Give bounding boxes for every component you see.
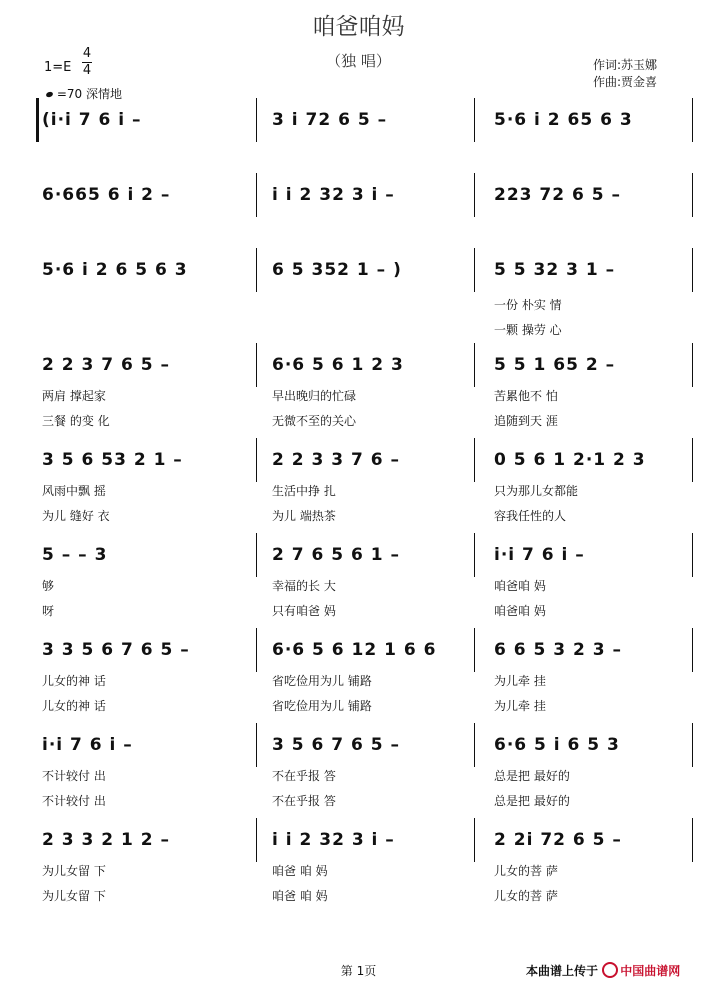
measure-group: 2 3 3 2 1 2 – [42,830,170,850]
measure-group: 6·6 5 6 12 1 6 6 [272,640,437,660]
lyric-verse-2: 三餐 的变 化 [42,414,110,428]
barline [474,98,475,142]
lyric-verse-1: 儿女的菩 萨 [494,864,558,878]
lyric-verse-2: 总是把 最好的 [494,794,570,808]
lyric-verse-2: 为儿女留 下 [42,889,106,903]
key-signature: 1=E [44,60,72,75]
tempo-text: =70 深情地 [56,87,122,101]
lyric-verse-2: 无微不至的关心 [272,414,357,428]
page-number: 第 1页 [340,964,377,978]
notation-line [0,545,717,567]
barline [256,628,257,672]
lyric-verse-2: 不在乎报 答 [272,794,336,808]
composer-credit: 作曲:贾金喜 [593,75,658,89]
lyric-verse-2: 咱爸咱 妈 [494,604,546,618]
subtitle: （独 唱） [326,52,391,70]
barline [692,818,693,862]
lyric-verse-2: 一颗 操劳 心 [494,323,562,337]
barline [256,533,257,577]
notation-line [0,185,717,207]
barline [256,343,257,387]
lyric-verse-1: 为儿牵 挂 [494,674,546,688]
barline [692,628,693,672]
measure-group: i i 2 32 3 i – [272,185,395,205]
lyric-verse-2: 儿女的菩 萨 [494,889,558,903]
barline [692,173,693,217]
lyric-verse-1: 苦累他不 怕 [494,389,558,403]
site-name: 中国曲谱网 [620,964,681,978]
barline [256,438,257,482]
lyric-verse-1: 幸福的长 大 [272,579,336,593]
lyric-verse-2: 容我任性的人 [494,509,567,523]
lyric-verse-2: 不计较付 出 [42,794,106,808]
barline [256,818,257,862]
measure-group: 3 3 5 6 7 6 5 – [42,640,190,660]
upload-notice [526,962,680,979]
lyric-verse-1: 总是把 最好的 [494,769,570,783]
measure-group: 6 5 352 1 – ) [272,260,402,280]
barline [256,98,257,142]
quarter-note-icon [45,91,53,98]
notation-line [0,260,717,282]
upload-text: 本曲谱上传于 [526,964,599,978]
measure-group: 6 6 5 3 2 3 – [494,640,622,660]
barline [474,248,475,292]
barline [692,533,693,577]
measure-group: i·i 7 6 i – [42,735,133,755]
lyric-verse-1: 风雨中飘 摇 [42,484,106,498]
repeat-barline [36,98,39,142]
measure-group: 2 7 6 5 6 1 – [272,545,400,565]
measure-group: 6·665 6 i 2 – [42,185,171,205]
lyric-verse-1: 不在乎报 答 [272,769,336,783]
barline [692,723,693,767]
lyric-verse-1: 不计较付 出 [42,769,106,783]
barline [474,818,475,862]
measure-group: 3 i 72 6 5 – [272,110,388,130]
measure-group: 6·6 5 6 1 2 3 [272,355,404,375]
notation-line [0,450,717,472]
barline [256,173,257,217]
measure-group: 5·6 i 2 6 5 6 3 [42,260,188,280]
lyric-verse-1: 生活中挣 扎 [272,484,336,498]
lyric-verse-1: 儿女的神 话 [42,674,106,688]
tempo-marking [46,85,122,102]
lyric-verse-2: 为儿牵 挂 [494,699,546,713]
barline [474,343,475,387]
barline [474,438,475,482]
lyric-verse-2: 为儿 缝好 衣 [42,509,110,523]
site-logo-icon [602,962,618,978]
notation-line [0,110,717,132]
notation-line [0,355,717,377]
measure-group: 6·6 5 i 6 5 3 [494,735,620,755]
lyric-verse-1: 只为那儿女都能 [494,484,579,498]
lyricist-credit: 作词:苏玉娜 [593,58,658,72]
measure-group: (i·i 7 6 i – [42,110,142,130]
barline [474,628,475,672]
lyric-verse-1: 为儿女留 下 [42,864,106,878]
lyric-verse-2: 只有咱爸 妈 [272,604,336,618]
notation-line [0,640,717,662]
measure-group: i·i 7 6 i – [494,545,585,565]
notation-line [0,830,717,852]
lyric-verse-2: 儿女的神 话 [42,699,106,713]
measure-group: 223 72 6 5 – [494,185,621,205]
lyric-verse-1: 省吃俭用为儿 铺路 [272,674,372,688]
barline [474,173,475,217]
time-signature-top: 4 [82,46,92,61]
barline [256,723,257,767]
measure-group: i i 2 32 3 i – [272,830,395,850]
measure-group: 2 2 3 7 6 5 – [42,355,170,375]
lyric-verse-1: 早出晚归的忙碌 [272,389,357,403]
barline [474,533,475,577]
time-signature [82,46,92,79]
barline [692,248,693,292]
measure-group: 5 5 32 3 1 – [494,260,616,280]
measure-group: 2 2 3 3 7 6 – [272,450,400,470]
barline [692,98,693,142]
lyric-verse-2: 省吃俭用为儿 铺路 [272,699,372,713]
measure-group: 0 5 6 1 2·1 2 3 [494,450,646,470]
measure-group: 3 5 6 7 6 5 – [272,735,400,755]
barline [474,723,475,767]
measure-group: 2 2i 72 6 5 – [494,830,622,850]
lyric-verse-1: 够 [42,579,55,593]
notation-line [0,735,717,757]
lyric-verse-2: 追随到天 涯 [494,414,558,428]
lyric-verse-2: 咱爸 咱 妈 [272,889,328,903]
lyric-verse-2: 为儿 端热茶 [272,509,336,523]
page-title: 咱爸咱妈 [312,14,405,40]
measure-group: 5 – – 3 [42,545,108,565]
lyric-verse-2: 呀 [42,604,55,618]
lyric-verse-1: 两肩 撑起家 [42,389,106,403]
lyric-verse-1: 一份 朴实 情 [494,298,562,312]
barline [256,248,257,292]
lyric-verse-1: 咱爸咱 妈 [494,579,546,593]
barline [692,343,693,387]
measure-group: 3 5 6 53 2 1 – [42,450,183,470]
measure-group: 5 5 1 65 2 – [494,355,616,375]
barline [692,438,693,482]
lyric-verse-1: 咱爸 咱 妈 [272,864,328,878]
measure-group: 5·6 i 2 65 6 3 [494,110,633,130]
time-signature-bottom: 4 [82,63,92,78]
